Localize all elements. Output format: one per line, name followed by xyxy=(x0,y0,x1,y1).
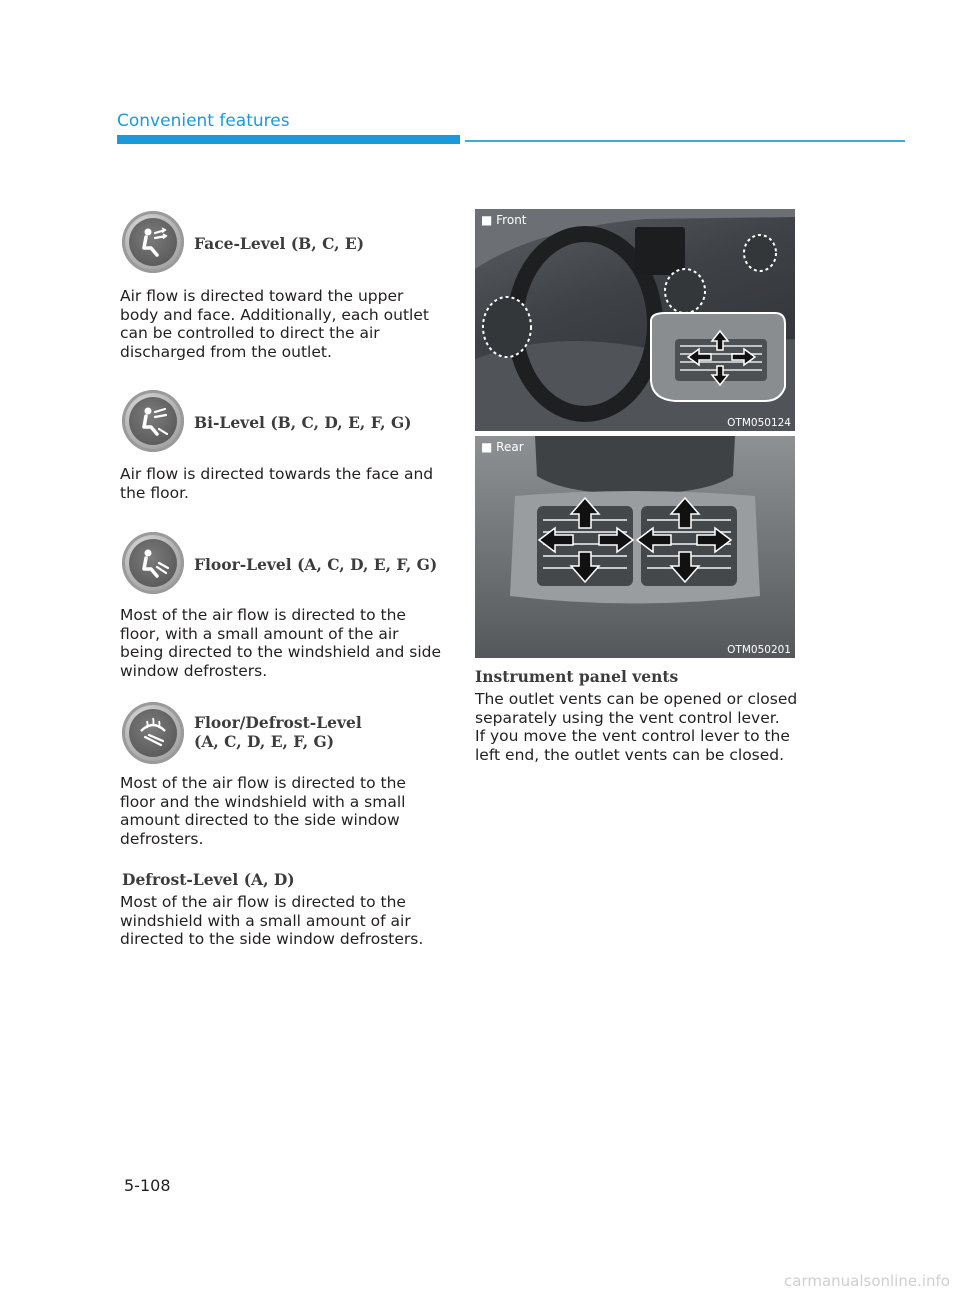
floor-defrost-icon xyxy=(122,702,184,764)
rear-figure-label: ■ Rear xyxy=(481,440,524,454)
floor-level-icon xyxy=(122,532,184,594)
floor-defrost-description: Most of the air flow is directed to the floor and the windshield with a small amount directed to the side window defrosters. xyxy=(120,774,406,848)
floor-level-description: Most of the air flow is directed to the floor, with a small amount of the air being directed to the windshield and side window defrosters. xyxy=(120,606,442,680)
rear-figure-code: OTM050201 xyxy=(727,644,791,656)
watermark: carmanualsonline.info xyxy=(784,1272,950,1290)
floor-defrost-label-line2: (A, C, D, E, F, G) xyxy=(194,732,335,751)
bi-level-icon xyxy=(122,390,184,452)
rear-vents-figure xyxy=(475,436,795,658)
bi-level-label: Bi-Level (B, C, D, E, F, G) xyxy=(194,413,412,432)
instrument-panel-description: The outlet vents can be opened or closed separately using the vent control lever. If you move the vent control lever to the left end, the outlet vents can be closed. xyxy=(475,690,798,764)
floor-defrost-label-line1: Floor/Defrost-Level xyxy=(194,713,362,732)
page-number: 5-108 xyxy=(124,1176,171,1195)
header-rule-accent xyxy=(117,135,460,144)
section-title: Convenient features xyxy=(117,111,290,131)
face-level-description: Air flow is directed toward the upper body and face. Additionally, each outlet can be controlled to direct the air discharged from the outlet. xyxy=(120,287,429,361)
floor-level-label: Floor-Level (A, C, D, E, F, G) xyxy=(194,555,438,574)
front-vents-figure xyxy=(475,209,795,431)
defrost-level-description: Most of the air flow is directed to the windshield with a small amount of air directed to the side window defrosters. xyxy=(120,893,424,948)
face-level-icon xyxy=(122,211,184,273)
front-figure-code: OTM050124 xyxy=(727,417,791,429)
front-figure-label: ■ Front xyxy=(481,213,527,227)
header-rule xyxy=(465,140,905,142)
instrument-panel-heading: Instrument panel vents xyxy=(475,667,679,686)
face-level-label: Face-Level (B, C, E) xyxy=(194,234,365,253)
bi-level-description: Air flow is directed towards the face and the floor. xyxy=(120,465,434,502)
defrost-level-label: Defrost-Level (A, D) xyxy=(122,870,295,889)
